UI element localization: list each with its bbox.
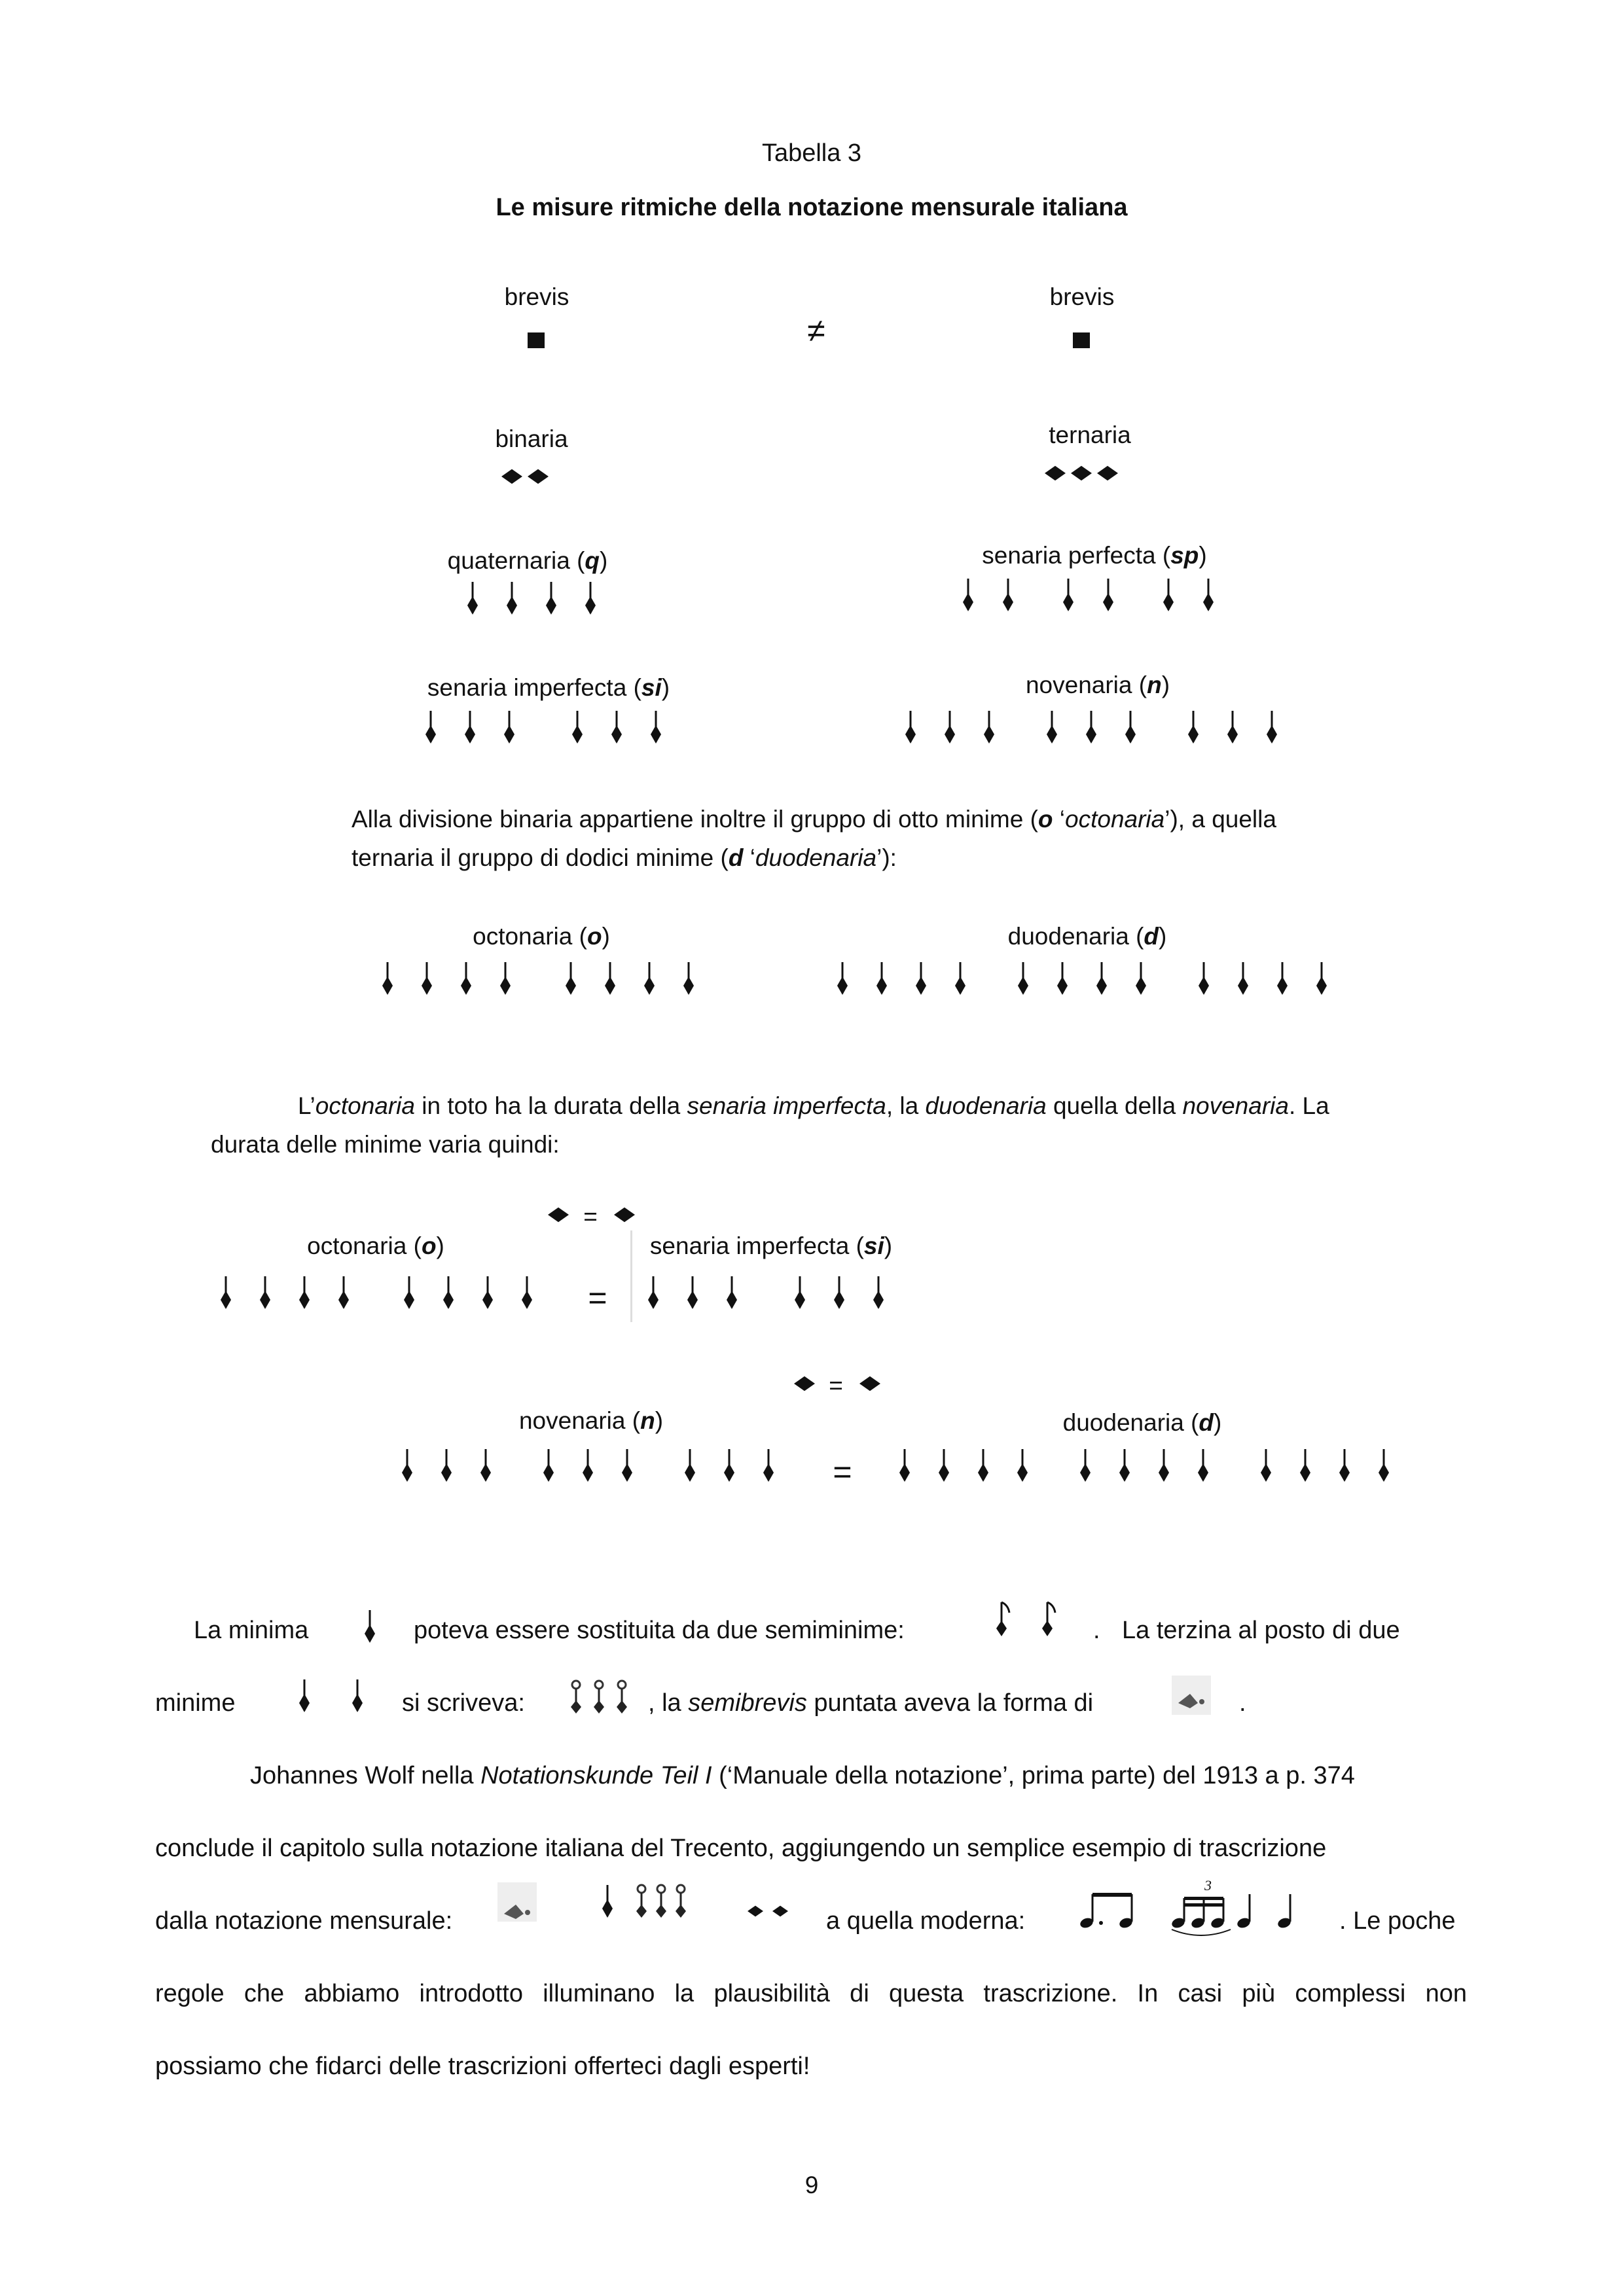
- paragraph-2-line-1: L’octonaria in toto ha la durata della senaria imperfecta, la duodenaria quella della novenaria. La: [298, 1092, 1329, 1119]
- minim-note: [837, 962, 848, 995]
- ternaria-notes: [1043, 461, 1142, 488]
- brevis-note-left: [528, 332, 545, 350]
- eq2-duodenaria-notes: [0, 1446, 1, 1486]
- eq2-equals-top: =: [829, 1372, 843, 1399]
- body-line-6: regole che abbiamo introdotto illuminano la plausibilità di questa trascrizione. In casi più complessi non: [155, 1980, 1467, 2007]
- minim-note: [1277, 962, 1288, 995]
- terzina-icon: [563, 1676, 635, 1721]
- paragraph-2-line-2: durata delle minime varia quindi:: [211, 1131, 560, 1158]
- minim-note: [1047, 711, 1057, 744]
- minim-note: [546, 582, 556, 615]
- minim-note: [1199, 962, 1209, 995]
- minim-note: [566, 962, 576, 995]
- semibrevis-note: [501, 469, 522, 484]
- body-line-7: possiamo che fidarci delle trascrizioni offerteci dagli esperti!: [155, 2053, 810, 2080]
- minim-note: [687, 1276, 698, 1309]
- minim-note: [572, 711, 583, 744]
- minim-note: [543, 1449, 554, 1482]
- minim-note: [945, 711, 955, 744]
- minim-note: [402, 1449, 412, 1482]
- minim-note: [644, 962, 655, 995]
- duodenaria-notes: [0, 960, 1, 999]
- minim-note: [1103, 579, 1113, 611]
- duodenaria-label: duodenaria (d): [1007, 923, 1167, 950]
- semibrevis-note: [859, 1376, 880, 1391]
- body-line-5-c: . Le poche: [1339, 1907, 1456, 1935]
- quaternaria-label: quaternaria (q): [447, 547, 608, 574]
- semibrevis-note: [772, 1906, 788, 1917]
- eq2-novenaria-label: novenaria (n): [518, 1407, 664, 1434]
- eq1-divider: [630, 1230, 632, 1322]
- minim-note: [876, 962, 887, 995]
- eq1-senaria-imperfecta-label: senaria imperfecta (si): [649, 1232, 893, 1259]
- minim-note: [504, 711, 514, 744]
- semiminime-icon: [982, 1597, 1060, 1649]
- minim-note: [480, 1449, 491, 1482]
- minim-note: [260, 1276, 270, 1309]
- minim-note: [583, 1449, 593, 1482]
- note-line-2: ternaria il gruppo di dodici minime (d ‘duodenaria’):: [352, 844, 897, 871]
- minim-note: [1238, 962, 1248, 995]
- semibrevis-note: [614, 1208, 635, 1222]
- minim-note: [763, 1449, 774, 1482]
- senaria-perfecta-label: senaria perfecta (sp): [982, 542, 1207, 569]
- minim-note: [651, 711, 661, 744]
- body-line-1-b: poteva essere sostituita da due semiminime:: [414, 1617, 905, 1644]
- minim-note: [465, 711, 475, 744]
- minim-note: [1086, 711, 1096, 744]
- eq1-senaria-imperfecta-notes: [0, 1274, 1, 1313]
- minim-note: [507, 582, 517, 615]
- minim-note: [1339, 1449, 1350, 1482]
- table-title: Le misure ritmiche della notazione mensurale italiana: [496, 194, 1128, 221]
- minim-note: [467, 582, 478, 615]
- minim-note: [221, 1276, 231, 1309]
- semibrevis-note: [1097, 466, 1118, 480]
- senaria-perfecta-notes: [0, 576, 1, 615]
- body-line-4: conclude il capitolo sulla notazione italiana del Trecento, aggiungendo un semplice esempio di trascrizione: [155, 1835, 1327, 1862]
- semibrevis-note: [528, 469, 549, 484]
- eq1-semibrevis-right: [613, 1204, 639, 1228]
- minim-note: [724, 1449, 734, 1482]
- minim-note: [1063, 579, 1074, 611]
- minim-note: [602, 1885, 613, 1918]
- novenaria-label: novenaria (n): [1025, 672, 1170, 698]
- minim-note: [585, 582, 596, 615]
- minim-note: [1057, 962, 1068, 995]
- minim-note: [425, 711, 436, 744]
- minim-note: [727, 1276, 737, 1309]
- minim-note: [522, 1276, 532, 1309]
- body-line-2-a: minime: [155, 1689, 236, 1717]
- minim-note: [1096, 962, 1107, 995]
- minim-note: [622, 1449, 632, 1482]
- minim-note: [984, 711, 994, 744]
- body-line-2-c: , la semibrevis puntata aveva la forma di: [648, 1689, 1094, 1717]
- table-label: Tabella 3: [761, 139, 862, 167]
- eq2-equals-sign: =: [833, 1454, 852, 1490]
- body-line-2-b: si scriveva:: [402, 1689, 525, 1717]
- minim-note: [299, 1276, 310, 1309]
- minim-note: [605, 962, 615, 995]
- body-line-1-a: La minima: [194, 1617, 309, 1644]
- minim-note: [1300, 1449, 1310, 1482]
- minim-note: [1136, 962, 1146, 995]
- brevis-label-left: brevis: [504, 283, 569, 310]
- semibrevis-note: [548, 1208, 569, 1222]
- eq1-equals-top: =: [583, 1203, 598, 1230]
- minim-note: [611, 711, 622, 744]
- semibrevis-note: [794, 1376, 815, 1391]
- brevis-label-right: brevis: [1049, 283, 1115, 310]
- body-line-5-b: a quella moderna:: [826, 1907, 1026, 1935]
- minim-note: [1003, 579, 1013, 611]
- minim-note: [482, 1276, 493, 1309]
- body-line-2-e: .: [1239, 1689, 1246, 1717]
- minim-note: [1267, 711, 1277, 744]
- minim-note: [422, 962, 432, 995]
- minime-pair-icon: [0, 1677, 1, 1716]
- semibrevis-note: [1071, 466, 1092, 480]
- minim-note: [905, 711, 916, 744]
- minima-icon: [0, 1607, 1, 1647]
- eq1-octonaria-label: octonaria (o): [307, 1232, 444, 1259]
- minim-note: [685, 1449, 695, 1482]
- minim-note: [955, 962, 965, 995]
- note-line-1: Alla divisione binaria appartiene inoltre il gruppo di otto minime (o ‘octonaria’), a quella: [352, 806, 1276, 833]
- triplet-number: 3: [1204, 1877, 1212, 1893]
- minim-note: [1018, 962, 1028, 995]
- minim-note: [1080, 1449, 1091, 1482]
- minim-note: [648, 1276, 659, 1309]
- novenaria-notes: [0, 708, 1, 747]
- minim-note: [1198, 1449, 1208, 1482]
- minim-note: [1119, 1449, 1130, 1482]
- octonaria-label: octonaria (o): [473, 923, 610, 950]
- minim-note: [916, 962, 926, 995]
- ternaria-label: ternaria: [1049, 422, 1131, 448]
- binaria-label: binaria: [495, 425, 568, 452]
- eq1-semibrevis-left: [547, 1204, 573, 1228]
- minim-note: [834, 1276, 844, 1309]
- minim-note: [299, 1679, 310, 1712]
- minim-note: [1125, 711, 1136, 744]
- body-line-3: Johannes Wolf nella Notationskunde Teil I (‘Manuale della notazione’, prima parte) del 1913 a p. 374: [250, 1762, 1355, 1789]
- eq2-semibrevis-left: [793, 1373, 819, 1397]
- minim-note: [382, 962, 393, 995]
- minim-note: [1159, 1449, 1169, 1482]
- minim-note: [443, 1276, 454, 1309]
- semibrevis-note: [1045, 466, 1066, 480]
- binaria-notes: [500, 465, 566, 491]
- minim-note: [461, 962, 471, 995]
- minim-note: [795, 1276, 805, 1309]
- minim-note: [500, 962, 511, 995]
- body-line-1-c: .: [1093, 1617, 1100, 1644]
- brevis-note-right: [1073, 332, 1090, 350]
- minim-note: [441, 1449, 452, 1482]
- minim-note: [338, 1276, 349, 1309]
- minim-note: [1163, 579, 1174, 611]
- minim-note: [978, 1449, 988, 1482]
- page-number: 9: [804, 2172, 819, 2198]
- minim-note: [873, 1276, 884, 1309]
- body-line-5-a: dalla notazione mensurale:: [155, 1907, 453, 1935]
- eq1-equals-sign: =: [588, 1280, 607, 1316]
- semibrevis-note: [748, 1906, 763, 1917]
- minim-note: [1316, 962, 1327, 995]
- eq2-semibrevis-right: [858, 1373, 884, 1397]
- minim-note: [1379, 1449, 1389, 1482]
- minim-note: [899, 1449, 910, 1482]
- minim-note: [404, 1276, 414, 1309]
- minim-note: [1017, 1449, 1028, 1482]
- wolf-mensural-example: [497, 1876, 799, 1928]
- minim-note: [1227, 711, 1238, 744]
- senaria-imperfecta-label: senaria imperfecta (si): [427, 674, 670, 701]
- minim-note: [963, 579, 973, 611]
- minim-note: [939, 1449, 949, 1482]
- minim-note: [683, 962, 694, 995]
- not-equal-sign: ≠: [807, 312, 825, 349]
- body-line-1-d: La terzina al posto di due: [1122, 1617, 1400, 1644]
- minim-note: [1188, 711, 1199, 744]
- minim-note: [1203, 579, 1214, 611]
- minim-note: [352, 1679, 363, 1712]
- minim-note: [1261, 1449, 1271, 1482]
- semibrevis-puntata-icon: [1172, 1676, 1211, 1715]
- minim-note: [365, 1610, 375, 1643]
- eq2-duodenaria-label: duodenaria (d): [1062, 1409, 1222, 1436]
